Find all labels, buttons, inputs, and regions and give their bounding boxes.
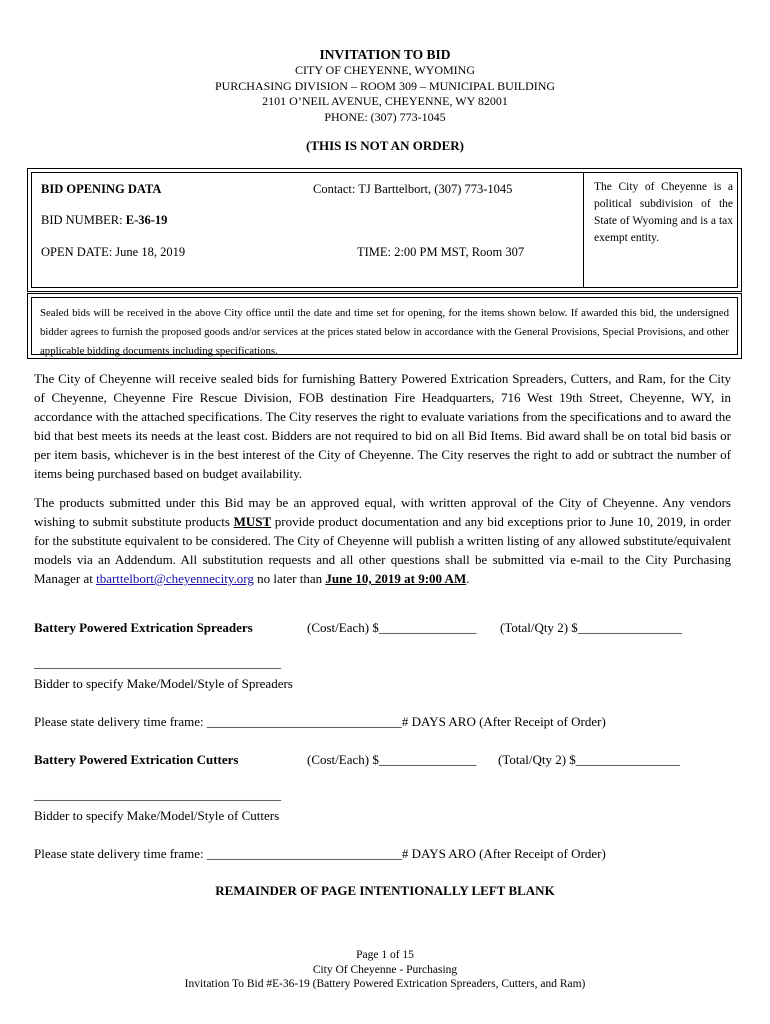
bid-opening-data bbox=[32, 173, 584, 287]
item-cutters-delivery-field[interactable]: Please state delivery time frame: ______________________________# DAYS ARO (After Receipt of Order) bbox=[34, 846, 606, 861]
footer-document-title: Invitation To Bid #E-36-19 (Battery Powered Extrication Spreaders, Cutters, and Ram) bbox=[184, 978, 586, 990]
must-emphasis: MUST bbox=[233, 514, 272, 529]
substitution-text-4: . bbox=[466, 571, 470, 586]
bid-number bbox=[41, 213, 167, 228]
substitution-paragraph bbox=[34, 493, 731, 588]
not-an-order-notice: (THIS IS NOT AN ORDER) bbox=[306, 138, 464, 153]
item-cutters-make-field[interactable]: ______________________________________ bbox=[34, 787, 281, 802]
substitution-text-1: The products submitted under this Bid may be an approved equal, with written approval of the City of Cheyenne. Any vendors wishing to submit substitute products bbox=[34, 495, 731, 529]
header-address: 2101 O’NEIL AVENUE, CHEYENNE, WY 82001 bbox=[262, 94, 508, 108]
item-cutters-total-field[interactable]: (Total/Qty 2) $________________ bbox=[498, 752, 680, 767]
open-time: TIME: 2:00 PM MST, Room 307 bbox=[357, 245, 525, 259]
footer-organization: City Of Cheyenne - Purchasing bbox=[312, 963, 458, 976]
bid-description-paragraph: The City of Cheyenne will receive sealed bids for furnishing Battery Powered Extrication Spreaders, Cutters, and Ram, for the City of Cheyenne, Cheyenne Fire Rescue Division, FOB destination Fire Headquarters, 716 West 19th Street, Cheyenne, WY, in accordance with the attached specifications. The City reserves the right to evaluate variations from the specifications and to award the bid that best meets its needs at the least cost. Bidders are not required to bid on all Bid Items. Bid award shall be on total bid basis or per item basis, whichever is in the best interest of the City of Cheyenne. The City reserves the right to add or subtract the number of items being purchased based on budget availability. bbox=[34, 371, 731, 481]
item-cutters-make-label: Bidder to specify Make/Model/Style of Cutters bbox=[34, 808, 280, 823]
header-division: PURCHASING DIVISION – ROOM 309 – MUNICIPAL BUILDING bbox=[214, 78, 556, 93]
substitution-text-3: no later than bbox=[253, 571, 326, 586]
bid-number-label: BID NUMBER: bbox=[41, 213, 126, 227]
header-city: CITY OF CHEYENNE, WYOMING bbox=[295, 63, 475, 77]
footer-page-number: Page 1 of 15 bbox=[356, 949, 414, 961]
open-date: OPEN DATE: June 18, 2019 bbox=[41, 245, 186, 259]
substitution-deadline: June 10, 2019 at 9:00 AM bbox=[325, 571, 467, 586]
sealed-bids-box bbox=[27, 293, 742, 359]
item-spreaders-make-field[interactable]: ______________________________________ bbox=[34, 655, 281, 670]
item-spreaders-make-label: Bidder to specify Make/Model/Style of Spreaders bbox=[34, 676, 293, 691]
bid-opening-box bbox=[27, 168, 742, 292]
tax-exempt-note: The City of Cheyenne is a political subdivision of the State of Wyoming and is a tax exempt entity. bbox=[594, 181, 733, 244]
bid-contact: Contact: TJ Barttelbort, (307) 773-1045 bbox=[313, 182, 513, 196]
bid-number-value: E-36-19 bbox=[125, 213, 168, 227]
page-footer bbox=[0, 948, 770, 992]
sealed-bids-notice: Sealed bids will be received in the above City office until the date and time set for opening, for the items shown below. If awarded this bid, the undersigned bidder agrees to furnish the proposed goods and/or services at the prices stated below in accordance with the General Provisions, Special Provisions, and other applicable bidding documents including specifications. bbox=[31, 297, 738, 355]
item-spreaders-name: Battery Powered Extrication Spreaders bbox=[34, 620, 253, 635]
purchasing-email-link[interactable]: tbarttelbort@cheyennecity.org bbox=[96, 571, 254, 586]
item-spreaders-cost-each-field[interactable]: (Cost/Each) $_______________ bbox=[307, 620, 477, 635]
substitution-text-2: provide product documentation and any bid exceptions prior to June 10, 2019, in order for the substitute equivalent to be considered. The City of Cheyenne will publish a written listing of any allowed substitute/equivalent models via an Addendum. All substitution requests and all other questions shall be submitted via e-mail to the City Purchasing Manager at bbox=[34, 514, 731, 586]
document-title: INVITATION TO BID bbox=[319, 47, 451, 62]
item-cutters-cost-each-field[interactable]: (Cost/Each) $_______________ bbox=[307, 752, 477, 767]
item-spreaders-delivery-field[interactable]: Please state delivery time frame: ______________________________# DAYS ARO (After Receipt of Order) bbox=[34, 714, 606, 729]
item-cutters-name: Battery Powered Extrication Cutters bbox=[34, 752, 239, 767]
item-spreaders-total-field[interactable]: (Total/Qty 2) $________________ bbox=[500, 620, 682, 635]
bid-opening-heading: BID OPENING DATA bbox=[41, 182, 162, 196]
remainder-blank-notice: REMAINDER OF PAGE INTENTIONALLY LEFT BLANK bbox=[215, 883, 555, 898]
document-header bbox=[0, 46, 770, 125]
bid-opening-box-inner bbox=[31, 172, 738, 288]
header-phone: PHONE: (307) 773-1045 bbox=[324, 109, 446, 124]
